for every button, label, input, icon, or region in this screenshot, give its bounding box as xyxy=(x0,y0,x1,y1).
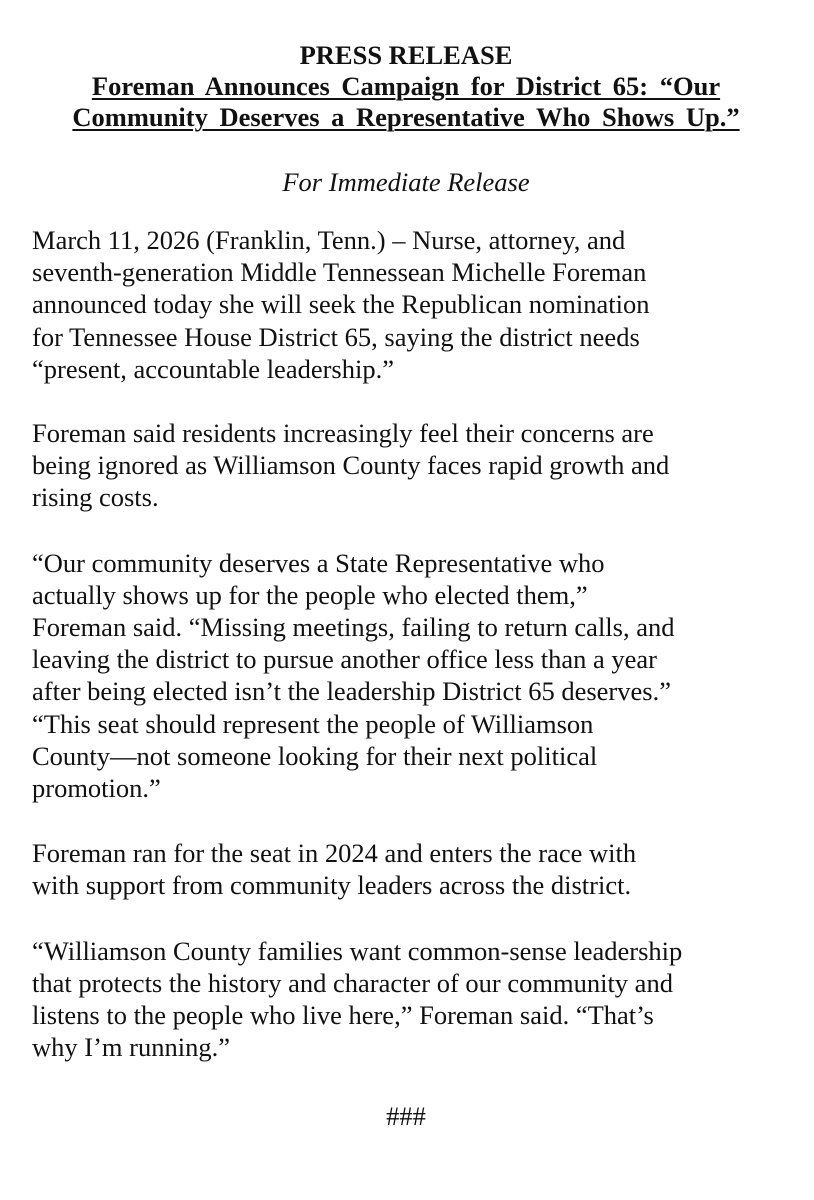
paragraph-announcement: March 11, 2026 (Franklin, Tenn.) – Nurse, attorney, and seventh-generation Middle Tennessean Michelle Foreman announced today she will seek the Republican nomination for Tennessee House District 65, saying the district needs “present, accountable leadership.” xyxy=(32,225,650,384)
paragraph-prior-run: Foreman ran for the seat in 2024 and enters the race with with support from community leaders across the district. xyxy=(32,838,637,901)
document-label: PRESS RELEASE xyxy=(299,40,513,70)
paragraph-quote-families: “Williamson County families want common-sense leadership that protects the history and character of our community and listens to the people who live here,” Foreman said. “That’s why I’m running.” xyxy=(32,935,683,1063)
headline: Foreman Announces Campaign for District 65: “Our Community Deserves a Representative Who Shows Up.” xyxy=(72,71,740,132)
paragraph-quote-shows-up: “Our community deserves a State Representative who actually shows up for the people who elected them,” Foreman said. “Missing meetings, failing to return calls, and leaving the district to pursue another office less than a year after being elected isn’t the leadership District 65 deserves.” “This seat should represent the people of Williamson County—not someone looking for their next political promotion.” xyxy=(32,547,675,804)
release-note: For Immediate Release xyxy=(282,167,530,197)
paragraph-residents: Foreman said residents increasingly feel their concerns are being ignored as Williamson County faces rapid growth and rising costs. xyxy=(32,418,670,513)
press-release-header xyxy=(32,40,780,133)
end-mark: ### xyxy=(386,1101,426,1132)
